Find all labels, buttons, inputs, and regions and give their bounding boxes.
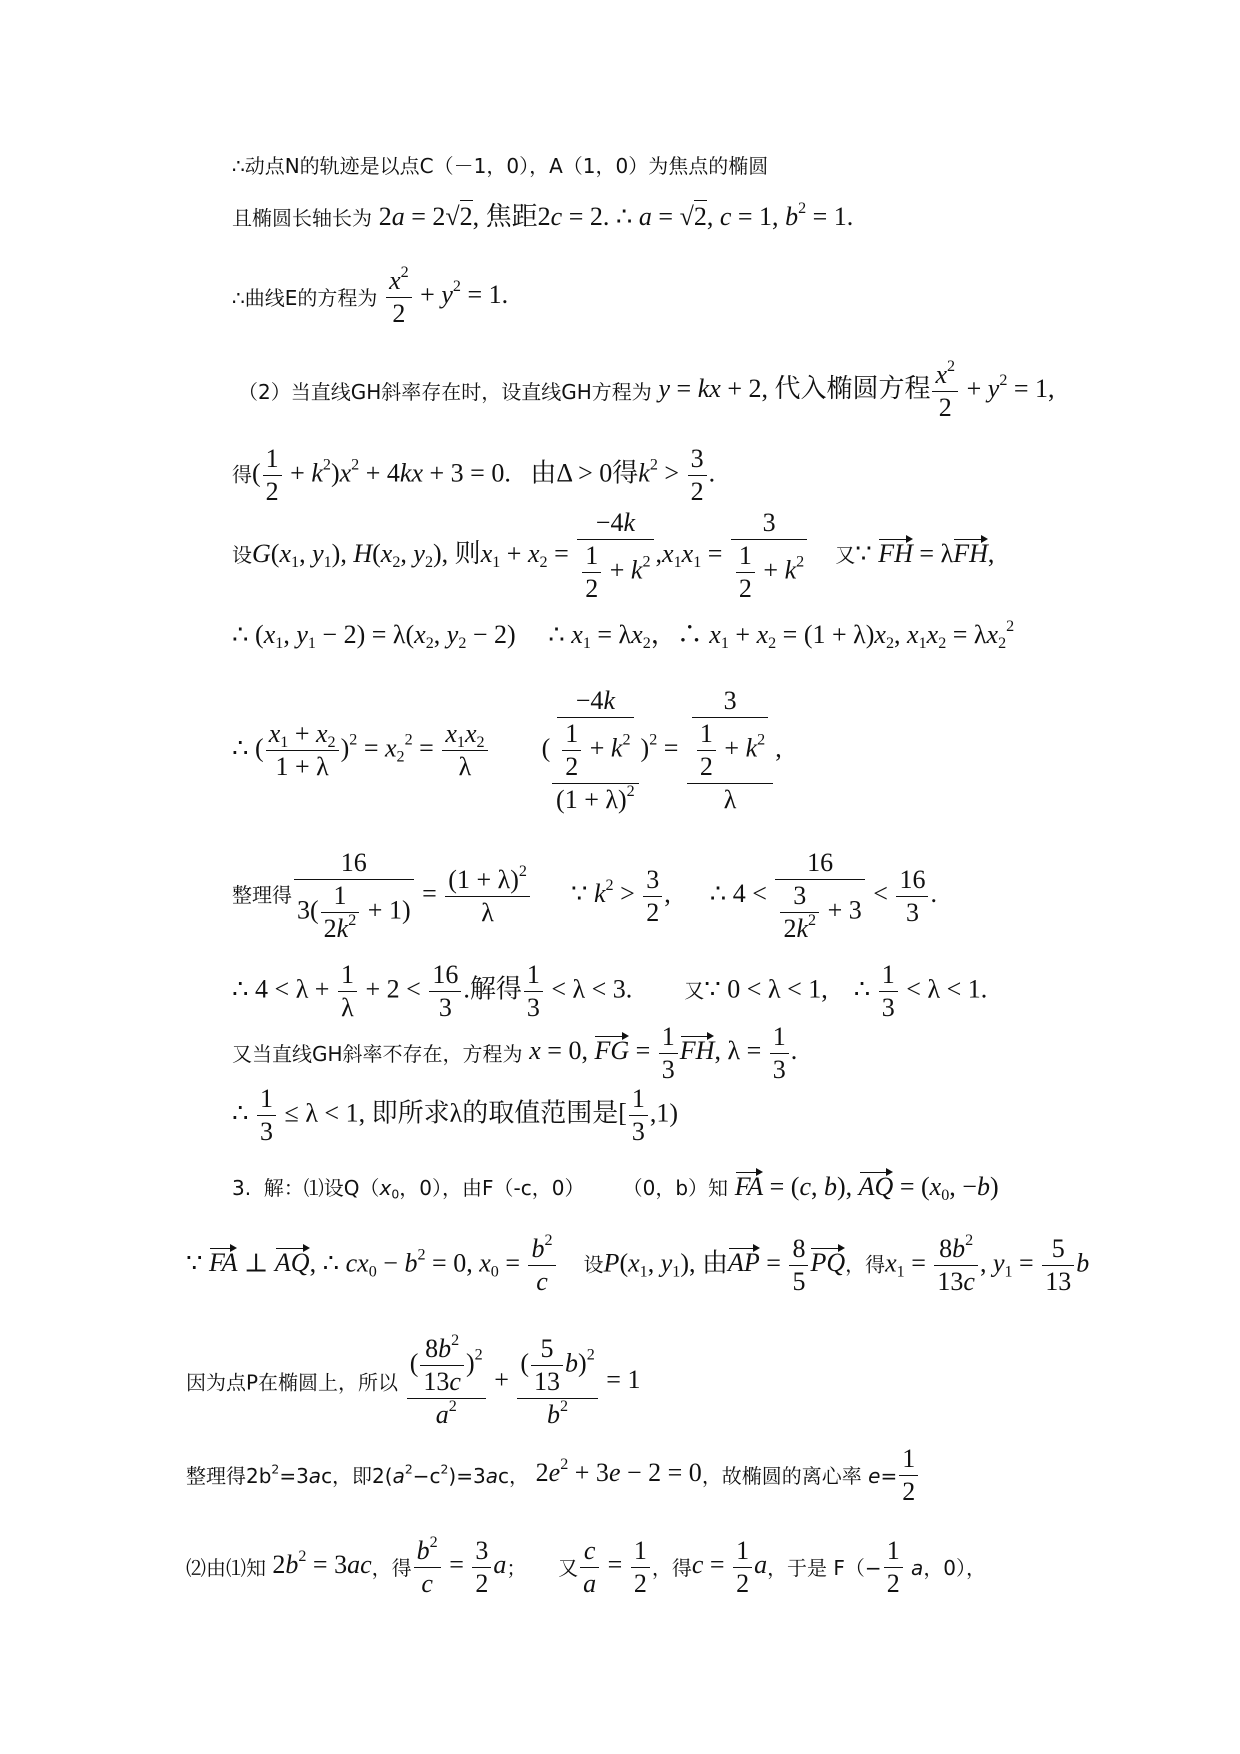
text-line-5: 得( $\frac{1}{2}$ + $k^2)x^2 + 4kx + 3 = 0$. 由Δ > 0得$k^2$ > $\frac{3}{2}$ . [232,444,716,506]
line-4-text: （2）当直线GH斜率存在时，设直线GH方程为 [238,379,652,404]
line-15-text: 因为点P在椭圆上，所以 [186,1370,399,1395]
text-line-6: 设$G(x_1$, $y_1$), $H(x_2$, $y_2$), 则$x_1 + x_2$ = −4k $\frac{1}{2}$ + $k^2$ $,x_1x_1$ = 3 $\frac{1}{2}$ + $k^2$ 又∵ FH = λFH, [232,508,995,603]
text-line-12: ∴ $\frac{1}{3}$ ≤ λ < 1, 即所求λ的取值范围是[ $\frac{1}{3}$ ,1) [232,1084,679,1146]
line-2-text: 且椭圆长轴长为 [232,206,372,230]
text-line-3 [232,263,509,328]
text-line-17: ⑵由⑴知 $2b^2 = 3ac$，得 $\frac{b^2}{c}$ = $\frac{3}{2}$ a； 又 $\frac{c}{a}$ = $\frac{1}{2}$ ，得c = $\frac{1}{2}$ a，于是 F（− $\frac{1}{2}$ a，0）， [186,1533,987,1598]
line-3-math: $\frac{x^2}{2}$ + $y^2 = 1$. [384,280,508,309]
text-line-9: 整理得 16 3( $\frac{1}{2k^2}$ + 1) = $\frac{(1 + \lambda)^2}{\lambda}$ ∵ $k^2$ > $\frac{3}{2}$ , ∴ 4 < 16 $\frac{3}{2k^2}$ + 3 < $\frac{16}{3}$ . [232,848,937,943]
text-line-2 [232,199,854,231]
line-11-text: 又当直线GH斜率不存在，方程为 [232,1041,523,1066]
line-16-text: 整理得$2b^2=3ac$，即$2(a^2-c^2)=3ac$， [186,1461,529,1488]
text-line-15 [186,1331,641,1429]
line-11-math: x = 0, FG = $\frac{1}{3}$ FH, λ = $\frac{1}{3}$ . [529,1022,798,1084]
text-line-7: ∴ ($x_1$, $y_1 - 2) = \lambda(x_2$, $y_2 - 2$) ∴ $x_1 = \lambda x_2$，∴ $x_1 + x_2 = (1 + \lambda)x_2$, $x_1x_2 = \lambda x_2^2$ [232,617,1015,652]
text-line-14: ∵ FA ⊥ AQ, ∴ $cx_0 - b^2 = 0$, $x_0$ = $\frac{b^2}{c}$ 设$P(x_1$, $y_1$), 由AP = $\frac{8}{5}$ PQ，得$x_1$ = $\frac{8b^2}{13c}$ , $y_1$ = $\frac{5}{13}$ b [186,1231,1090,1296]
text-line-13 [232,1170,999,1204]
text-line-10: ∴ 4 < λ + $\frac{1}{\lambda}$ + 2 < $\frac{16}{3}$ .解得 $\frac{1}{3}$ < λ < 3. 又∵ 0 < λ < 1, ∴ $\frac{1}{3}$ < λ < 1. [232,960,988,1022]
line-13-math: FA = (c, b), AQ = ($x_0$, −b) [734,1172,999,1204]
line-13-text: 3. 解：⑴设$Q(x_0$，0），由F（-c，0） （0，b）知 [232,1176,729,1202]
text-line-16: 整理得$2b^2=3ac$，即$2(a^2-c^2)=3ac$， $2e^2 + 3e - 2 = 0$，故椭圆的离心率 e= $\frac{1}{2}$ [186,1446,920,1505]
line-3-text: ∴曲线E的方程为 [232,285,378,310]
line-2-math: 2a = 2√2, 焦距2c = 2. ∴ a = √2, c = 1, $b^2 = 1$. [378,199,854,231]
line-16-math: $2e^2 + 3e - 2 = 0$ [535,1456,702,1488]
line-4-math: y = kx + 2, 代入椭圆方程 $\frac{x^2}{2}$ + $y^2 = 1$, [658,357,1055,422]
text-line-11 [232,1024,797,1083]
text-line-1: ∴动点N的轨迹是以点C（－1，0），A（1，0）为焦点的椭圆 [232,154,769,178]
text-line-8: ∴ ( $\frac{x_1 + x_2}{1 + \lambda}$ )$^2 = x_2^2$ = $\frac{x_1x_2}{\lambda}$ ( −4k $\frac{1}{2}$ + $k^2$ $(1 + \lambda)^2$ )$^2$ = 3 $\frac{1}{2}$ + $k^2$ λ , [232,686,782,814]
line-15-math: ( $\frac{8b^2}{13c}$ )$^2$ $a^2$ + ( $\frac{5}{13}$ b)$^2$ $b^2$ = 1 [405,1365,641,1394]
text-line-4 [238,357,1055,422]
